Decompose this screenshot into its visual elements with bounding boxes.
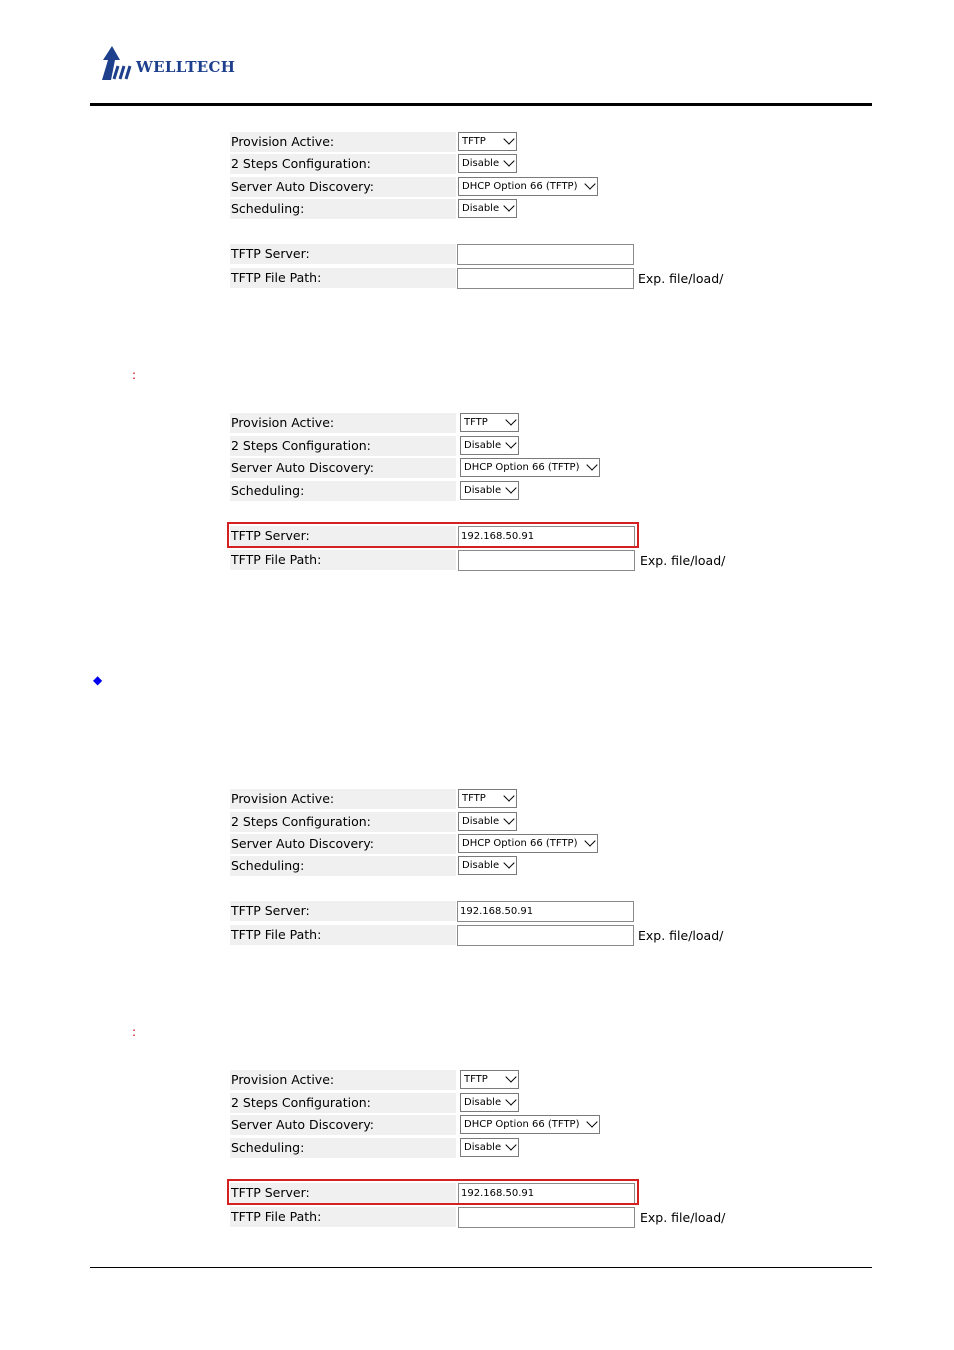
- two-steps-label: 2 Steps Configuration:: [230, 436, 456, 456]
- tftp-server-label: TFTP Server:: [230, 526, 456, 546]
- tftp-file-path-input[interactable]: [457, 925, 634, 946]
- scheduling-label: Scheduling:: [230, 1138, 456, 1158]
- scheduling-label: Scheduling:: [230, 199, 456, 219]
- tftp-server-input[interactable]: 192.168.50.91: [457, 901, 634, 922]
- chevron-down-icon: [503, 813, 514, 824]
- chevron-down-icon: [503, 857, 514, 868]
- chevron-down-icon: [505, 1071, 516, 1082]
- chevron-down-icon: [505, 437, 516, 448]
- auto-discovery-select[interactable]: DHCP Option 66 (TFTP): [458, 834, 598, 853]
- scheduling-select[interactable]: Disable: [458, 856, 517, 875]
- note-colon-1: :: [132, 368, 137, 382]
- tftp-file-path-input[interactable]: [458, 550, 635, 571]
- chevron-down-icon: [503, 155, 514, 166]
- auto-discovery-label: Server Auto Discovery:: [230, 177, 456, 197]
- provision-active-select[interactable]: TFTP: [458, 789, 517, 808]
- file-path-hint: Exp. file/load/: [638, 271, 724, 286]
- provision-active-select[interactable]: TFTP: [460, 413, 519, 432]
- chevron-down-icon: [505, 414, 516, 425]
- scheduling-select[interactable]: Disable: [458, 199, 517, 218]
- auto-discovery-select[interactable]: DHCP Option 66 (TFTP): [458, 177, 598, 196]
- file-path-hint: Exp. file/load/: [638, 928, 724, 943]
- scheduling-label: Scheduling:: [230, 481, 456, 501]
- note-colon-2: :: [132, 1025, 137, 1039]
- provision-active-select[interactable]: TFTP: [460, 1070, 519, 1089]
- tftp-server-label: TFTP Server:: [230, 1183, 456, 1203]
- chevron-down-icon: [586, 1116, 597, 1127]
- two-steps-label: 2 Steps Configuration:: [230, 812, 456, 832]
- provision-active-label: Provision Active:: [230, 1070, 456, 1090]
- two-steps-label: 2 Steps Configuration:: [230, 154, 456, 174]
- logo-text: WELLTECH: [136, 58, 236, 76]
- welltech-logo: [100, 46, 250, 82]
- diamond-bullet-icon: ◆: [93, 673, 103, 687]
- auto-discovery-label: Server Auto Discovery:: [230, 458, 456, 478]
- provision-active-select[interactable]: TFTP: [458, 132, 517, 151]
- scheduling-label: Scheduling:: [230, 856, 456, 876]
- chevron-down-icon: [503, 790, 514, 801]
- logo-arrow-icon: [100, 46, 136, 80]
- chevron-down-icon: [584, 178, 595, 189]
- tftp-file-path-input[interactable]: [457, 268, 634, 289]
- tftp-file-path-label: TFTP File Path:: [230, 925, 456, 945]
- file-path-hint: Exp. file/load/: [640, 553, 726, 568]
- scheduling-select[interactable]: Disable: [460, 481, 519, 500]
- provision-active-label: Provision Active:: [230, 413, 456, 433]
- file-path-hint: Exp. file/load/: [640, 1210, 726, 1225]
- two-steps-label: 2 Steps Configuration:: [230, 1093, 456, 1113]
- two-steps-select[interactable]: Disable: [460, 436, 519, 455]
- two-steps-select[interactable]: Disable: [460, 1093, 519, 1112]
- tftp-file-path-label: TFTP File Path:: [230, 268, 456, 288]
- tftp-file-path-label: TFTP File Path:: [230, 1207, 456, 1227]
- tftp-file-path-input[interactable]: [458, 1207, 635, 1228]
- chevron-down-icon: [505, 482, 516, 493]
- chevron-down-icon: [505, 1139, 516, 1150]
- tftp-server-input[interactable]: 192.168.50.91: [458, 1183, 635, 1204]
- tftp-server-input[interactable]: [457, 244, 634, 265]
- provision-active-label: Provision Active:: [230, 132, 456, 152]
- chevron-down-icon: [503, 200, 514, 211]
- tftp-server-label: TFTP Server:: [230, 244, 456, 264]
- auto-discovery-select[interactable]: DHCP Option 66 (TFTP): [460, 1115, 600, 1134]
- provision-active-label: Provision Active:: [230, 789, 456, 809]
- scheduling-select[interactable]: Disable: [460, 1138, 519, 1157]
- chevron-down-icon: [505, 1094, 516, 1105]
- header-rule: [90, 103, 872, 106]
- auto-discovery-select[interactable]: DHCP Option 66 (TFTP): [460, 458, 600, 477]
- auto-discovery-label: Server Auto Discovery:: [230, 834, 456, 854]
- auto-discovery-label: Server Auto Discovery:: [230, 1115, 456, 1135]
- chevron-down-icon: [584, 835, 595, 846]
- two-steps-select[interactable]: Disable: [458, 812, 517, 831]
- chevron-down-icon: [586, 459, 597, 470]
- tftp-file-path-label: TFTP File Path:: [230, 550, 456, 570]
- chevron-down-icon: [503, 133, 514, 144]
- footer-rule: [90, 1267, 872, 1268]
- two-steps-select[interactable]: Disable: [458, 154, 517, 173]
- tftp-server-input[interactable]: 192.168.50.91: [458, 526, 635, 547]
- tftp-server-label: TFTP Server:: [230, 901, 456, 921]
